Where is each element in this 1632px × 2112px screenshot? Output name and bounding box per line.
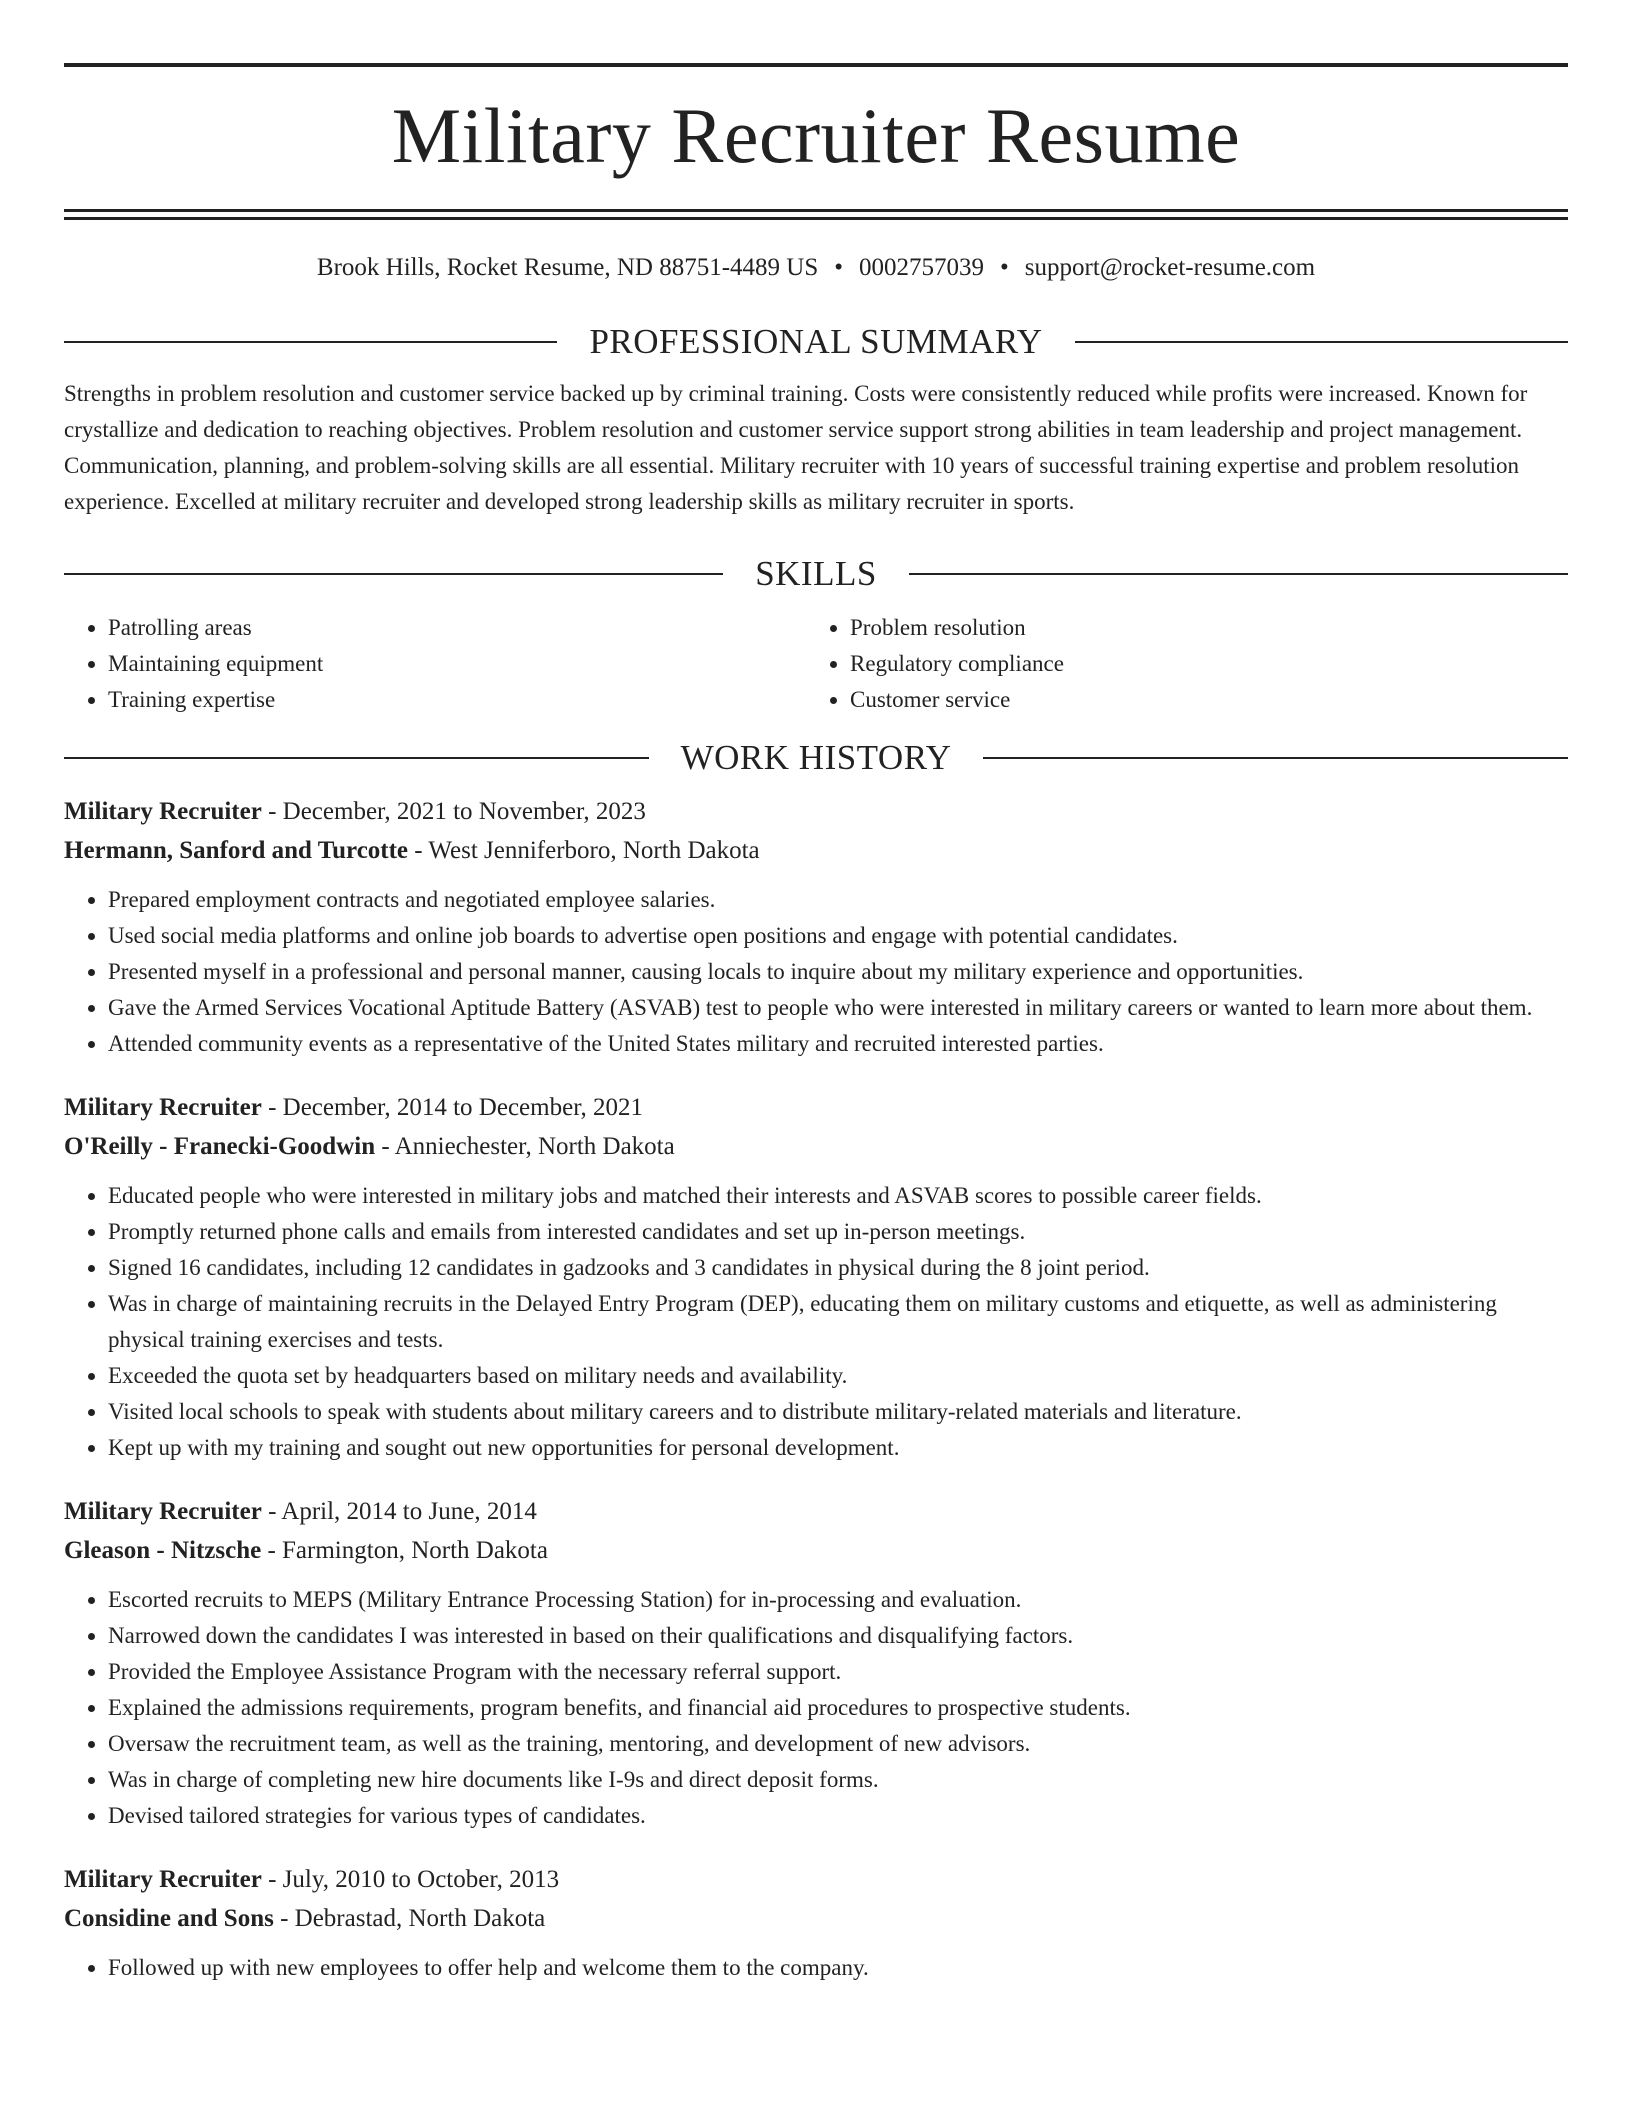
heading-rule-left [64,757,649,759]
dash: - [273,1905,295,1932]
job-title-line [64,1492,1568,1531]
job-title: Military Recruiter [64,1866,262,1893]
summary-text: Strengths in problem resolution and customer service backed up by criminal training. Costs were consistently reduced while profits were increased. Known for crystallize and dedication to reaching objectives. Problem resolution and customer service support strong abilities in team leadership and project management. Communication, planning, and problem-solving skills are all essential. Military recruiter with 10 years of successful training expertise and problem resolution experience. Excelled at military recruiter and developed strong leadership skills as military recruiter in sports. [64,381,1528,514]
summary-heading: PROFESSIONAL SUMMARY [589,322,1043,361]
job-bullet: • Oversaw the recruitment team, as well as the training, mentoring, and development of new advisors. [108,1726,1568,1762]
summary-heading-row [64,322,1568,362]
resume-page [64,0,1568,1986]
job-bullet: • Followed up with new employees to offer help and welcome them to the company. [108,1950,1568,1986]
job-company: Considine and Sons [64,1905,274,1932]
job-bullet: • Was in charge of completing new hire documents like I-9s and direct deposit forms. [108,1762,1568,1798]
dash: - [261,1094,283,1121]
job-company: Gleason - Nitzsche [64,1537,262,1564]
skill-item: • Problem resolution [850,610,1548,646]
job-company-line [64,1899,1568,1938]
heading-rule-right [909,573,1568,575]
title-double-rule [64,209,1568,220]
job-title: Military Recruiter [64,1094,262,1121]
skill-item: • Training expertise [108,682,806,718]
job-bullet: • Attended community events as a representative of the United States military and recruited interested parties. [108,1026,1568,1062]
heading-rule-left [64,573,723,575]
job-bullet: • Devised tailored strategies for various types of candidates. [108,1798,1568,1834]
job-bullets [64,1950,1568,1986]
job-bullets [64,1178,1568,1466]
job-bullet: • Educated people who were interested in military jobs and matched their interests and ASVAB scores to possible career fields. [108,1178,1568,1214]
job-company-line [64,831,1568,870]
job-bullet: • Explained the admissions requirements, program benefits, and financial aid procedures to prospective students. [108,1690,1568,1726]
job-location: Anniechester, North Dakota [394,1133,675,1160]
heading-rule-right [983,757,1568,759]
job-bullet: • Exceeded the quota set by headquarters based on military needs and availability. [108,1358,1568,1394]
job-company-line [64,1531,1568,1570]
job-bullet: • Signed 16 candidates, including 12 candidates in gadzooks and 3 candidates in physical during the 8 joint period. [108,1250,1568,1286]
dash: - [408,837,429,864]
work-heading-row [64,738,1568,778]
job-dates: July, 2010 to October, 2013 [282,1866,560,1893]
job-bullet: • Provided the Employee Assistance Program with the necessary referral support. [108,1654,1568,1690]
job-bullet: • Used social media platforms and online job boards to advertise open positions and engage with potential candidates. [108,918,1568,954]
job-bullet: • Narrowed down the candidates I was interested in based on their qualifications and disqualifying factors. [108,1618,1568,1654]
job-title: Military Recruiter [64,1498,262,1525]
job-title-line [64,1860,1568,1899]
dash: - [261,1537,283,1564]
dash: - [261,1866,283,1893]
dash: - [261,798,283,825]
job-bullets [64,882,1568,1062]
job-location: West Jenniferboro, North Dakota [428,837,760,864]
job-bullet: • Kept up with my training and sought out new opportunities for personal development. [108,1430,1568,1466]
contact-line [64,250,1568,286]
job-company-line [64,1127,1568,1166]
job-bullet: • Escorted recruits to MEPS (Military Entrance Processing Station) for in-processing and evaluation. [108,1582,1568,1618]
job-entry [64,1860,1568,1986]
job-dates: April, 2014 to June, 2014 [281,1498,537,1525]
job-bullet: • Was in charge of maintaining recruits in the Delayed Entry Program (DEP), educating them on military customs and etiquette, as well as administering physical training exercises and tests. [108,1286,1568,1358]
contact-separator: • [834,254,844,281]
job-entry [64,1492,1568,1834]
heading-rule-right [1075,341,1568,343]
job-title-line [64,792,1568,831]
job-bullet: • Visited local schools to speak with students about military careers and to distribute military-related materials and literature. [108,1394,1568,1430]
skill-item: • Regulatory compliance [850,646,1548,682]
contact-phone: 0002757039 [859,254,985,281]
job-bullet: • Promptly returned phone calls and emails from interested candidates and set up in-person meetings. [108,1214,1568,1250]
skills-list-right [806,610,1548,718]
job-title-line [64,1088,1568,1127]
skill-item: • Maintaining equipment [108,646,806,682]
heading-rule-left [64,341,557,343]
job-entry [64,792,1568,1062]
skills-heading: SKILLS [755,554,877,593]
dash: - [261,1498,282,1525]
skills-columns [64,610,1568,718]
job-title: Military Recruiter [64,798,262,825]
top-rule [64,63,1568,67]
job-bullets [64,1582,1568,1834]
skill-item: • Customer service [850,682,1548,718]
contact-email: support@rocket-resume.com [1024,254,1316,281]
skills-list-left [64,610,806,718]
contact-address: Brook Hills, Rocket Resume, ND 88751-4489 US [316,254,819,281]
job-location: Farmington, North Dakota [282,1537,548,1564]
job-dates: December, 2021 to November, 2023 [282,798,646,825]
job-location: Debrastad, North Dakota [294,1905,546,1932]
contact-separator: • [1000,254,1009,281]
resume-title: Military Recruiter Resume [391,92,1241,179]
job-bullet: • Gave the Armed Services Vocational Aptitude Battery (ASVAB) test to people who were interested in military careers or wanted to learn more about them. [108,990,1568,1026]
job-company: O'Reilly - Franecki-Goodwin [64,1133,376,1160]
work-heading: WORK HISTORY [680,738,952,777]
skills-heading-row [64,554,1568,594]
job-bullet: • Prepared employment contracts and negotiated employee salaries. [108,882,1568,918]
job-bullet: • Presented myself in a professional and personal manner, causing locals to inquire about my military experience and opportunities. [108,954,1568,990]
job-dates: December, 2014 to December, 2021 [282,1094,644,1121]
skill-item: • Patrolling areas [108,610,806,646]
dash: - [375,1133,395,1160]
job-company: Hermann, Sanford and Turcotte [64,837,409,864]
job-entry [64,1088,1568,1466]
